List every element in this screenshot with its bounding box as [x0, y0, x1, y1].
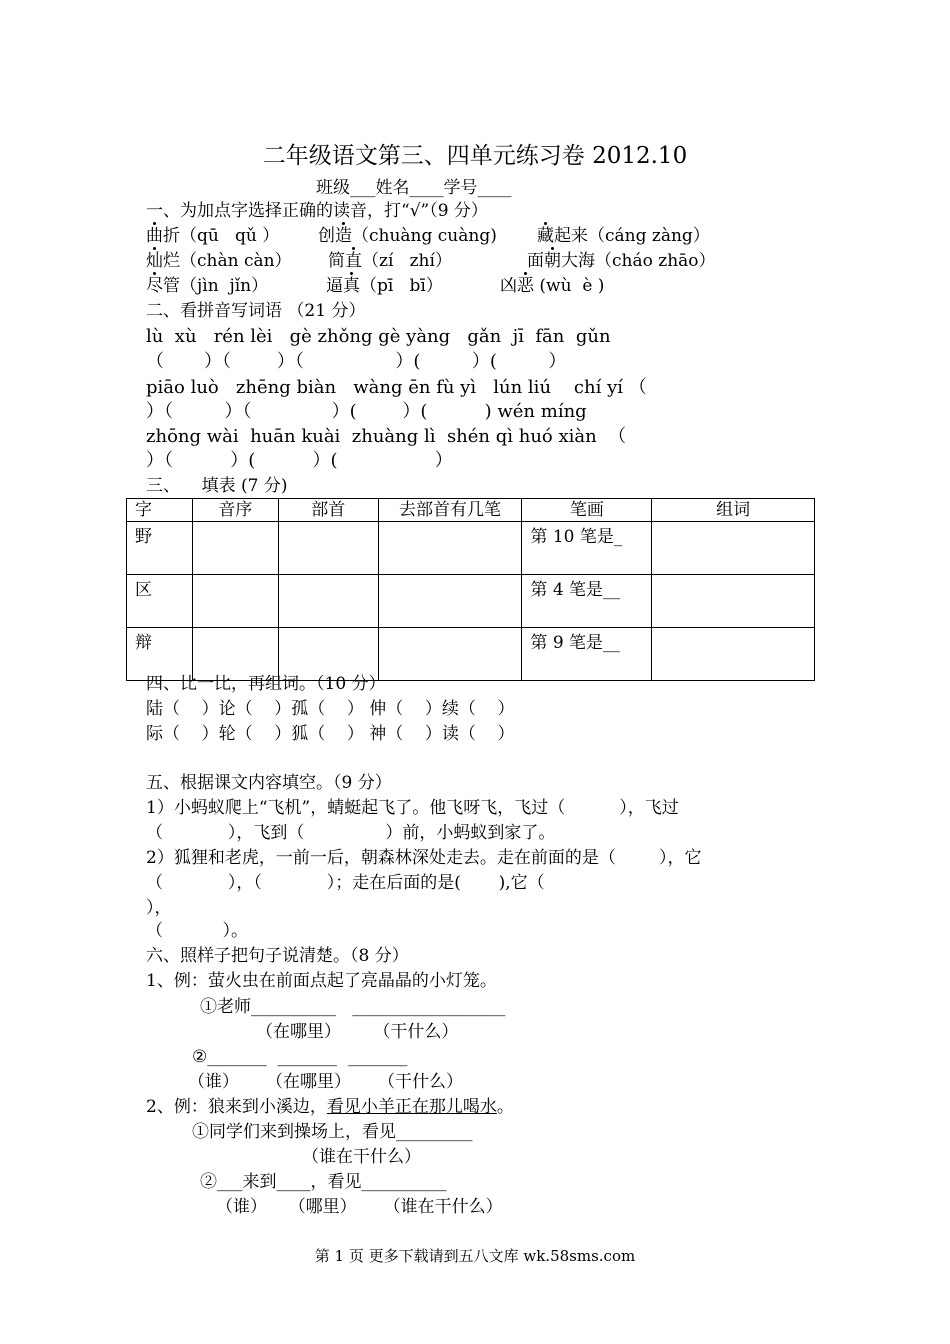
example-sentence: 1、例：萤火虫在前面点起了亮晶晶的小灯笼。 [146, 971, 497, 991]
table-cell [278, 628, 378, 681]
table-cell: 辩 [127, 628, 193, 681]
hint-line: （在哪里） （干什么） [256, 1022, 459, 1042]
table-cell [652, 628, 815, 681]
section6-heading: 六、照样子把句子说清楚。（8 分） [146, 946, 409, 966]
table-row [127, 522, 815, 575]
fill-in-line: ）， [146, 898, 172, 918]
character-table [126, 498, 815, 681]
s1-row2-b: 简直（zí zhí） [328, 251, 452, 271]
answer-brackets-line: ）（ ）( ）( ） [146, 450, 453, 471]
section5-heading: 五、根据课文内容填空。（9 分） [146, 773, 392, 793]
table-cell: 野 [127, 522, 193, 575]
student-info-line: 班级___姓名____学号____ [316, 178, 512, 198]
table-header-cell: 去部首有几笔 [378, 499, 522, 522]
hint-line: （谁） （哪里） （谁在干什么） [216, 1197, 503, 1217]
table-cell [652, 522, 815, 575]
table-cell [192, 628, 278, 681]
practice-line: ②_______ _______ _______ [192, 1047, 408, 1067]
section2-heading: 二、看拼音写词语 （21 分） [146, 301, 366, 321]
pinyin-line: lù xù rén lèi gè zhǒng gè yàng gǎn jī fān gǔn [146, 326, 611, 347]
answer-brackets-line: （ ）（ ）（ ）( ）( ） [146, 351, 567, 372]
fill-in-line: （ ）。 [146, 921, 248, 941]
page-title: 二年级语文第三、四单元练习卷 2012.10 [262, 143, 688, 169]
s1-row1-b: 创造（chuàng cuàng) [318, 226, 497, 246]
fill-in-line: 2）狐狸和老虎，一前一后，朝森林深处走去。走在前面的是（ ），它 [146, 848, 702, 868]
table-cell [652, 575, 815, 628]
hint-line: （谁） （在哪里） （干什么） [188, 1072, 464, 1092]
table-cell: 第 4 笔是__ [522, 575, 652, 628]
table-cell: 区 [127, 575, 193, 628]
pinyin-line: zhōng wài huān kuài zhuàng lì shén qì huó xiàn （ [146, 426, 627, 447]
practice-line: ①老师__________ __________________ [200, 997, 506, 1017]
answer-brackets-line: ）（ ）（ ）( ）( ) wén míng [146, 401, 587, 422]
section4-heading: 四、比一比，再组词。（10 分） [146, 674, 386, 694]
table-cell: 第 10 笔是_ [522, 522, 652, 575]
example-sentence: 2、例：狼来到小溪边，看见小羊正在那儿喝水。 [146, 1097, 514, 1117]
table-header-cell: 笔画 [522, 499, 652, 522]
section3-heading: 三、 填表 (7 分) [146, 476, 288, 496]
table-cell [278, 522, 378, 575]
pinyin-line: piāo luò zhēng biàn wàng ēn fù yì lún liú chí yí （ [146, 377, 647, 398]
s1-row2-c: 面朝大海（cháo zhāo） [527, 251, 716, 271]
table-cell [278, 575, 378, 628]
table-header-cell: 字 [127, 499, 193, 522]
page-footer: 第 1 页 更多下载请到五八文库 wk.58sms.com [314, 1247, 636, 1265]
s1-row1-c: 藏起来（cáng zàng） [537, 226, 710, 246]
s1-row3-c: 凶恶 (wù è ) [500, 276, 605, 296]
table-cell [378, 522, 522, 575]
s1-row3-b: 逼真（pī bī） [326, 276, 443, 296]
table-header-cell: 部首 [278, 499, 378, 522]
table-row [127, 628, 815, 681]
compare-line: 陆（ ）论（ ）孤（ ） 伸（ ）续（ ） [146, 699, 515, 719]
compare-line: 际（ ）轮（ ）狐（ ） 神（ ）读（ ） [146, 724, 515, 744]
table-cell [378, 628, 522, 681]
fill-in-line: （ ），飞到（ ）前，小蚂蚁到家了。 [146, 823, 556, 843]
table-header-cell: 组词 [652, 499, 815, 522]
section1-heading: 一、为加点字选择正确的读音，打“√”（9 分） [146, 201, 488, 221]
s1-row1-a: 曲折（qū qǔ ） [146, 226, 280, 246]
table-row [127, 575, 815, 628]
fill-in-line: 1）小蚂蚁爬上“飞机”，蜻蜓起飞了。他飞呀飞，飞过（ ），飞过 [146, 798, 679, 818]
s1-row3-a: 尽管（jìn jǐn） [146, 276, 269, 296]
table-cell: 第 9 笔是__ [522, 628, 652, 681]
table-cell [192, 575, 278, 628]
hint-line: （谁在干什么） [302, 1147, 421, 1167]
fill-in-line: （ ），（ ）；走在后面的是( ),它（ [146, 873, 545, 893]
table-header-row [127, 499, 815, 522]
table-cell [378, 575, 522, 628]
table-header-cell: 音序 [192, 499, 278, 522]
s1-row2-a: 灿烂（chàn càn） [146, 251, 292, 271]
table-cell [192, 522, 278, 575]
practice-line: ①同学们来到操场上，看见_________ [192, 1122, 473, 1142]
practice-line: ②___来到____，看见__________ [200, 1172, 447, 1192]
